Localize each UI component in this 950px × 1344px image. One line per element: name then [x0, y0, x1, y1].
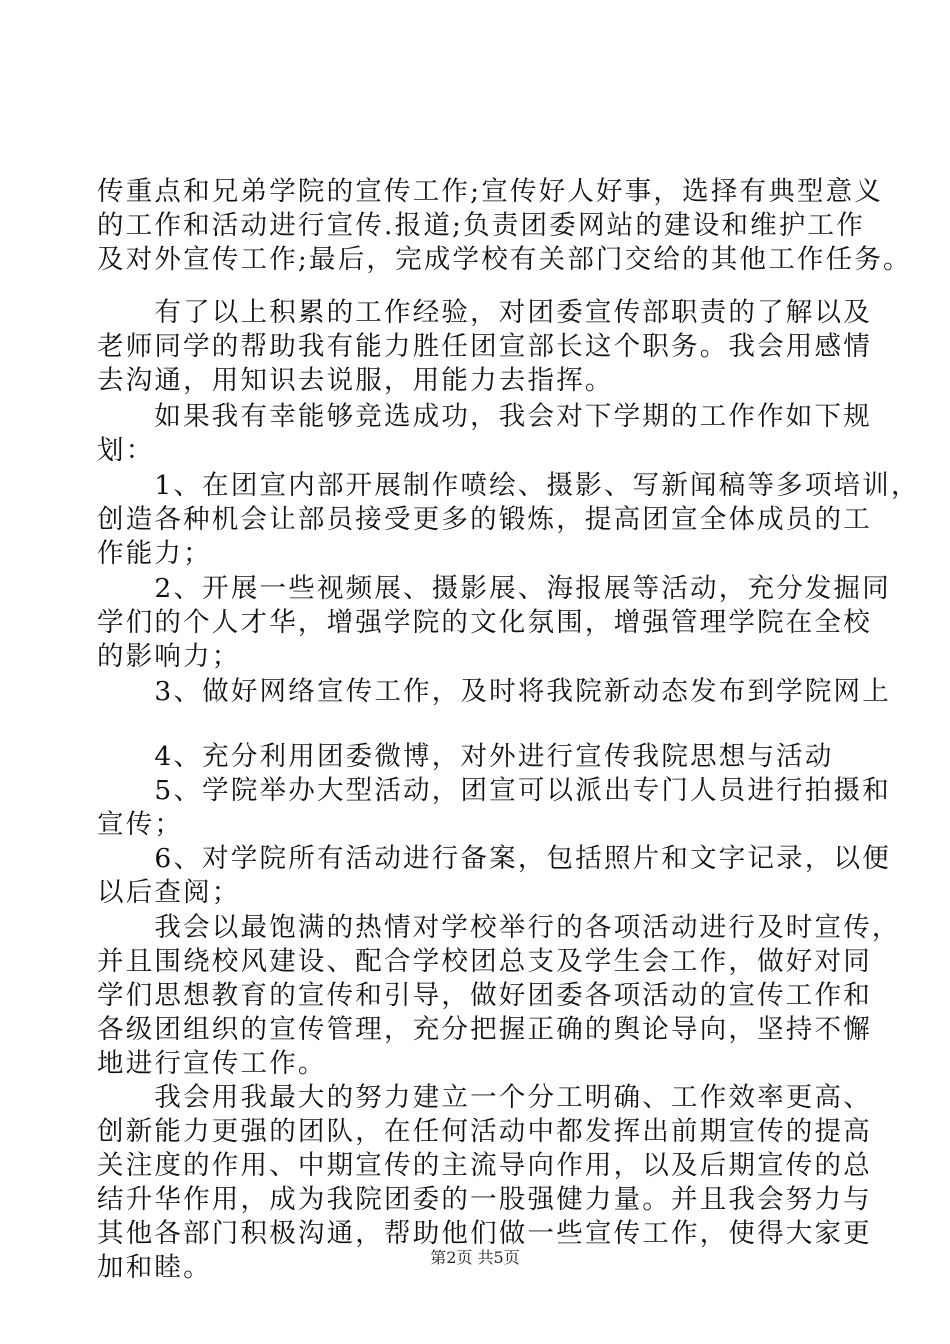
text-line: 及对外宣传工作;最后，完成学校有关部门交给的其他工作任务。: [97, 244, 912, 275]
text-line: 的影响力；: [97, 641, 241, 672]
text-line: 5、学院举办大型活动，团宣可以派出专门人员进行拍摄和: [97, 775, 891, 806]
text-line: 4、充分利用团委微博，对外进行宣传我院思想与活动: [97, 741, 834, 772]
text-line: 作能力；: [97, 538, 212, 569]
text-line: 我会以最饱满的热情对学校举行的各项活动进行及时宣传，: [97, 912, 901, 943]
text-line: 老师同学的帮助我有能力胜任团宣部长这个职务。我会用感情: [97, 331, 872, 362]
text-line: 创新能力更强的团队，在任何活动中都发挥出前期宣传的提高: [97, 1116, 872, 1147]
text-line: 1、在团宣内部开展制作喷绘、摄影、写新闻稿等多项培训，: [97, 470, 920, 501]
text-line: 关注度的作用、中期宣传的主流导向作用，以及后期宣传的总: [97, 1150, 872, 1181]
text-line: 3、做好网络宣传工作，及时将我院新动态发布到学院网上: [97, 676, 891, 707]
text-line: 如果我有幸能够竞选成功，我会对下学期的工作作如下规: [97, 401, 872, 432]
page-footer: 第2页 共5页: [430, 1248, 520, 1267]
text-line: 创造各种机会让部员接受更多的锻炼，提高团宣全体成员的工: [97, 504, 872, 535]
text-line: 传重点和兄弟学院的宣传工作;宣传好人好事，选择有典型意义: [97, 176, 884, 207]
text-line: 地进行宣传工作。: [97, 1048, 327, 1079]
text-line: 以后查阅；: [97, 877, 241, 908]
text-line: 划：: [97, 435, 155, 466]
text-line: 学们思想教育的宣传和引导，做好团委各项活动的宣传工作和: [97, 980, 872, 1011]
text-line: 我会用我最大的努力建立一个分工明确、工作效率更高、: [97, 1082, 872, 1113]
text-line: 学们的个人才华，增强学院的文化氛围，增强管理学院在全校: [97, 607, 872, 638]
text-line: 6、对学院所有活动进行备案，包括照片和文字记录，以便: [97, 843, 891, 874]
text-line: 并且围绕校风建设、配合学校团总支及学生会工作，做好对同: [97, 946, 872, 977]
text-line: 的工作和活动进行宣传.报道;负责团委网站的建设和维护工作: [97, 210, 865, 241]
text-line: 结升华作用，成为我院团委的一股强健力量。并且我会努力与: [97, 1184, 872, 1215]
text-line: 各级团组织的宣传管理，充分把握正确的舆论导向，坚持不懈: [97, 1014, 872, 1045]
text-line: 其他各部门积极沟通，帮助他们做一些宣传工作，使得大家更: [97, 1218, 872, 1249]
text-line: 有了以上积累的工作经验，对团委宣传部职责的了解以及: [97, 297, 872, 328]
text-line: 宣传；: [97, 809, 184, 840]
text-line: 2、开展一些视频展、摄影展、海报展等活动，充分发掘同: [97, 573, 891, 604]
text-line: 去沟通，用知识去说服，用能力去指挥。: [97, 365, 614, 396]
text-line: 加和睦。: [97, 1252, 212, 1283]
